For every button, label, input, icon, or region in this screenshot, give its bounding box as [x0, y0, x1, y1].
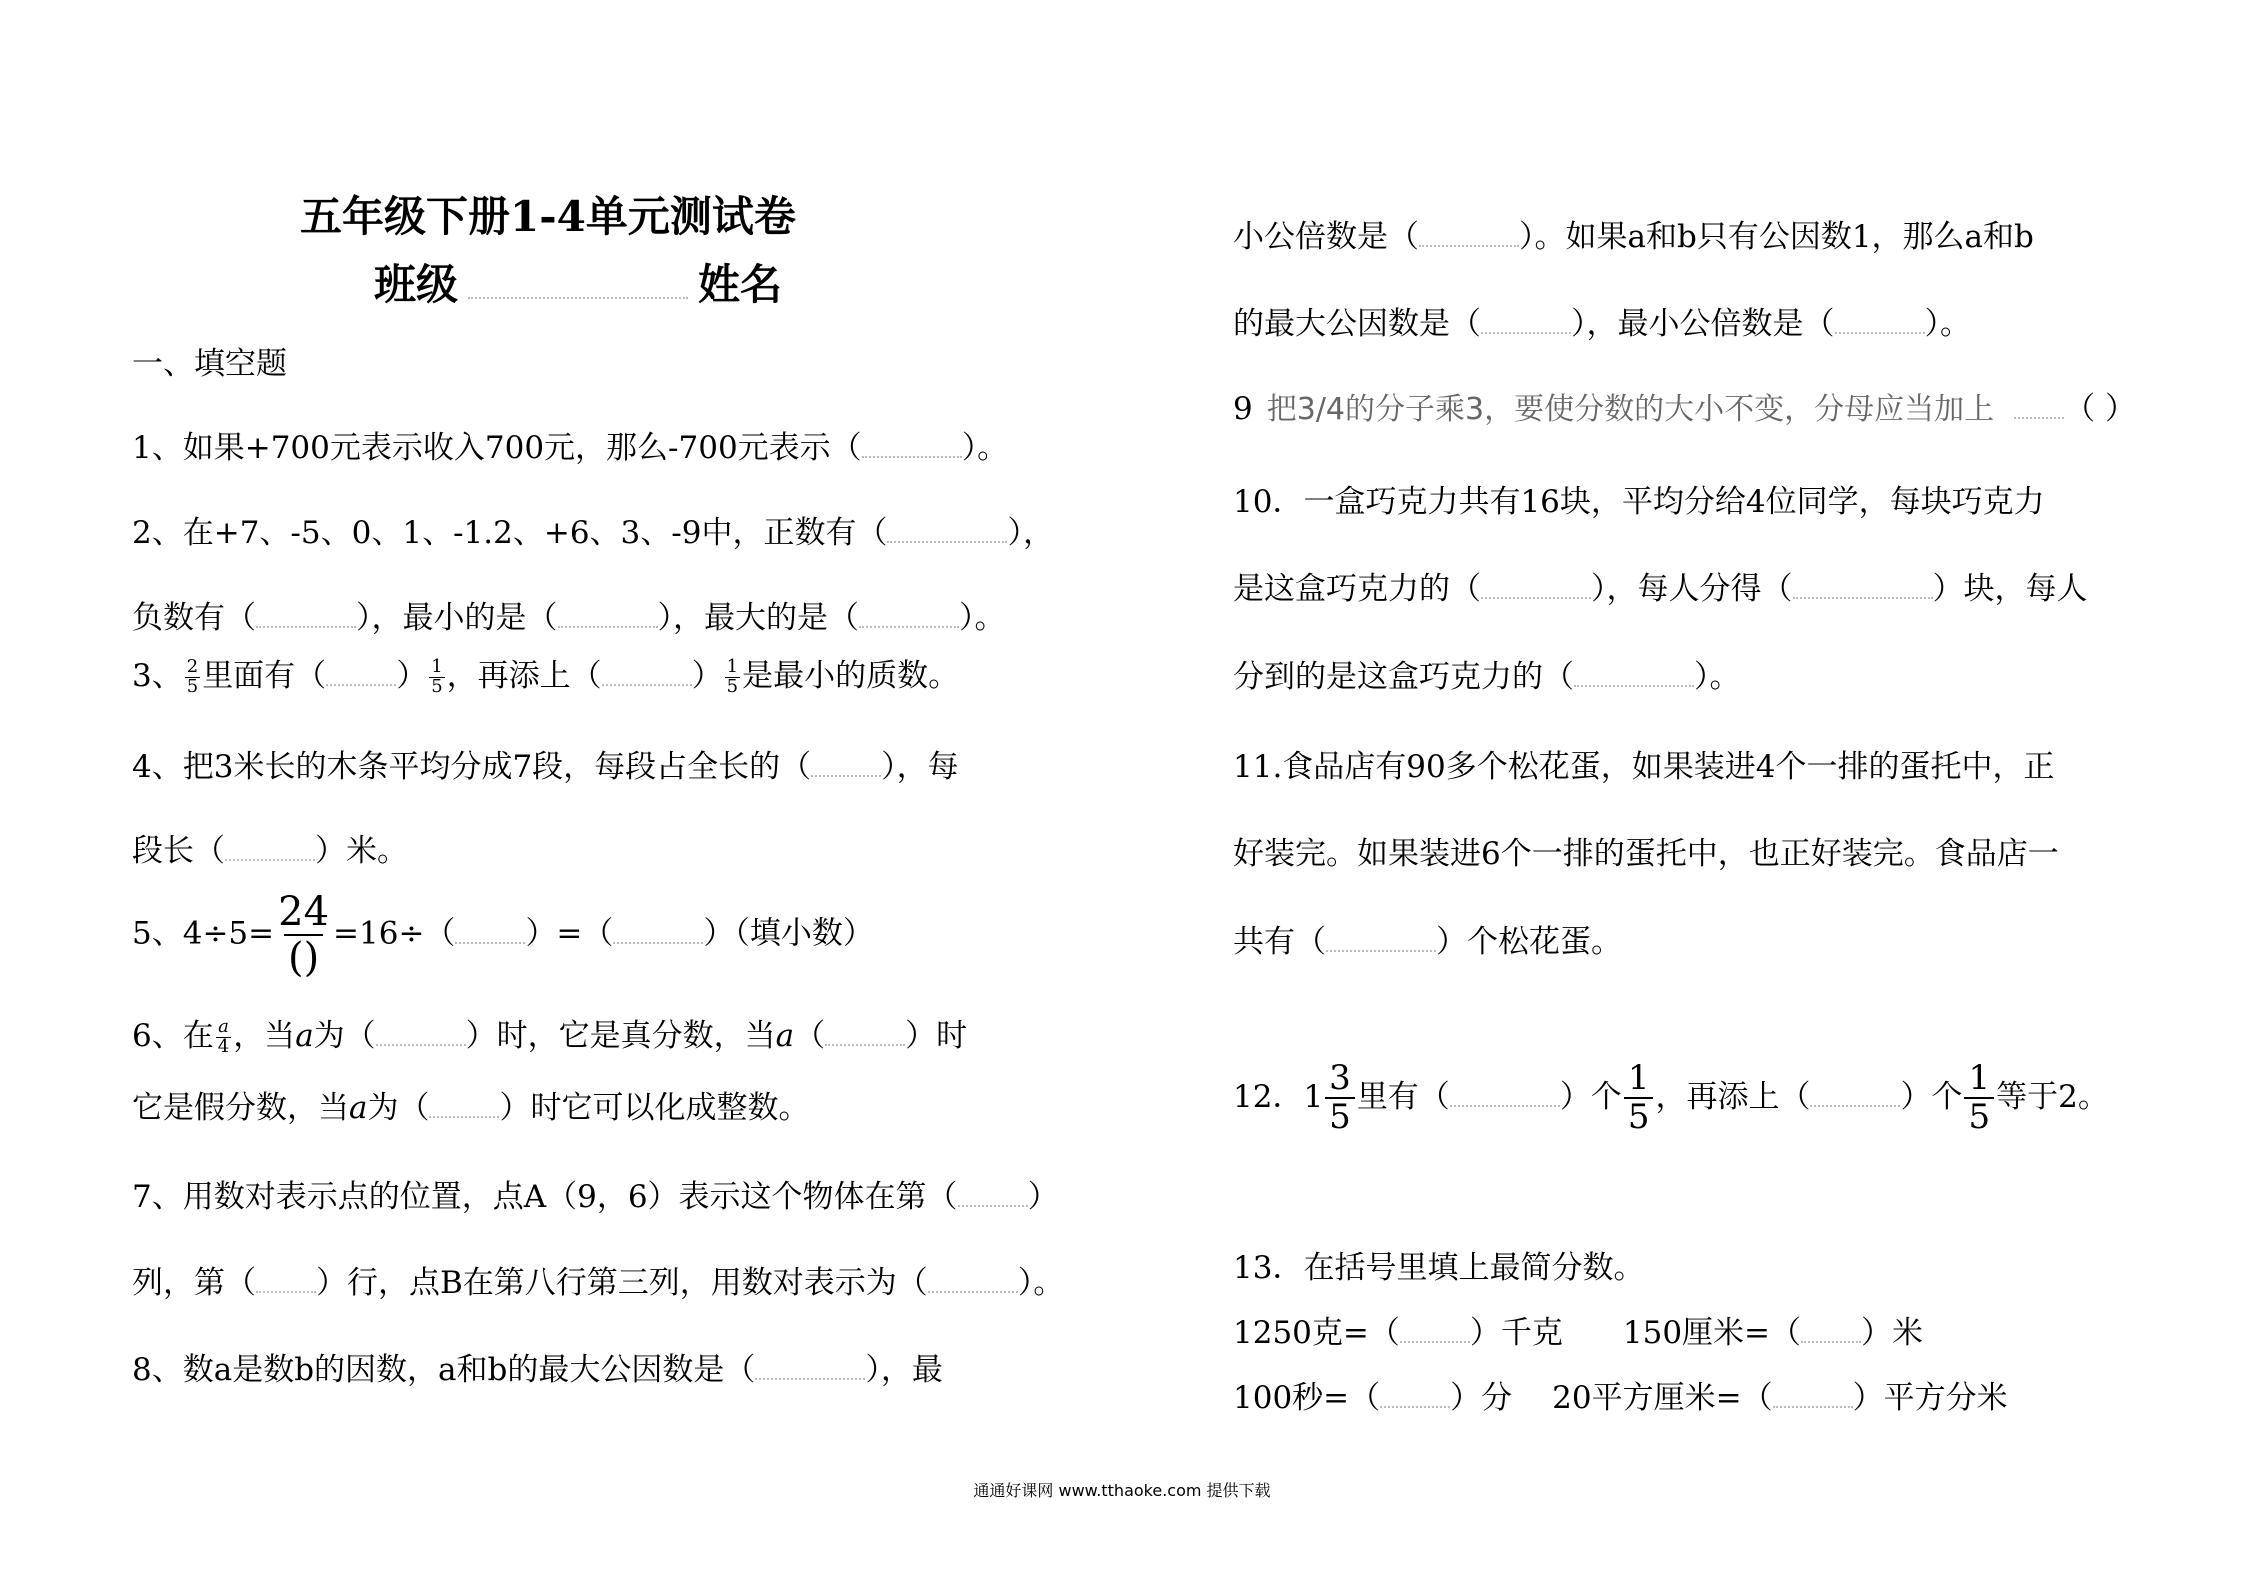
answer-blank[interactable] [1773, 1404, 1853, 1408]
question-10-line-1: 10．一盒巧克力共有16块，平均分给4位同学，每块巧克力 [1233, 484, 2045, 520]
answer-blank[interactable] [958, 1203, 1028, 1207]
section-fill-in: 一、填空题 [132, 346, 287, 382]
question-13-row-1: 1250克=（ ）千克 150厘米=（ ）米 [1233, 1315, 1924, 1351]
answer-blank[interactable] [2014, 415, 2064, 419]
question-4-line-2: 段长（ ）米。 [132, 833, 408, 869]
answer-blank[interactable] [376, 1042, 466, 1046]
question-13-title: 13．在括号里填上最简分数。 [1233, 1250, 1645, 1286]
answer-blank[interactable] [825, 1042, 905, 1046]
question-9: 9 把3/4的分子乘3，要使分数的大小不变，分母应当加上 （ ） [1233, 391, 2136, 427]
question-11-line-2: 好装完。如果装进6个一排的蛋托中，也正好装完。食品店一 [1233, 836, 2059, 872]
question-6-line-2: 它是假分数，当a为（ ）时它可以化成整数。 [132, 1090, 810, 1126]
answer-blank[interactable] [1481, 595, 1591, 599]
question-6-line-1: 6、在 $\frac{a}{4}$ ，当a为（ ）时，它是真分数，当a（ ）时 [132, 1016, 968, 1057]
class-label: 班级 [374, 260, 459, 309]
fraction: $\frac{1}{5}$ [431, 656, 443, 697]
answer-blank[interactable] [1793, 595, 1933, 599]
name-label: 姓名 [698, 260, 783, 309]
fraction: $\frac{a}{4}$ [217, 1016, 230, 1057]
question-3: 3、 $\frac{2}{5}$ 里面有（ ） $\frac{1}{5}$ ，再添上（ ） $\frac{1}{5}$ 是最小的质数。 [132, 656, 960, 697]
question-11-line-3: 共有（ ）个松花蛋。 [1233, 924, 1622, 960]
question-11-line-1: 11.食品店有90多个松花蛋，如果装进4个一排的蛋托中，正 [1233, 749, 2055, 785]
footer-credit: 通通好课网 www.tthaoke.com 提供下载 [973, 1481, 1271, 1500]
answer-blank[interactable] [326, 682, 396, 686]
class-field[interactable] [468, 289, 688, 299]
answer-blank[interactable] [1419, 243, 1519, 247]
answer-blank[interactable] [1810, 1103, 1900, 1107]
fraction: $\frac{24}{()}$ [278, 889, 330, 981]
answer-blank[interactable] [1450, 1103, 1560, 1107]
answer-blank[interactable] [558, 624, 658, 628]
answer-blank[interactable] [862, 454, 962, 458]
answer-blank[interactable] [1574, 683, 1694, 687]
question-2-line-2: 负数有（ ），最小的是（ ），最大的是（ ）。 [132, 600, 1006, 636]
page-title: 五年级下册1-4单元测试卷 [300, 192, 796, 241]
answer-blank[interactable] [887, 539, 1007, 543]
answer-blank[interactable] [256, 1289, 316, 1293]
question-8-line-2: 小公倍数是（ ）。如果a和b只有公因数1，那么a和b [1233, 219, 2034, 255]
answer-blank[interactable] [755, 1376, 865, 1380]
answer-blank[interactable] [602, 682, 692, 686]
answer-blank[interactable] [811, 773, 881, 777]
question-7-line-2: 列，第（ ）行，点B在第八行第三列，用数对表示为（ ）。 [132, 1265, 1065, 1301]
question-13-row-2: 100秒=（ ）分 20平方厘米=（ ）平方分米 [1233, 1380, 2008, 1416]
answer-blank[interactable] [429, 1114, 499, 1118]
question-12: 12．1 $\frac{3}{5}$ 里有（ ）个 $\frac{1}{5}$ ，再添上（ ）个 $\frac{1}{5}$ 等于2。 [1233, 1058, 2109, 1138]
question-7-line-1: 7、用数对表示点的位置，点A（9，6）表示这个物体在第（ ） [132, 1179, 1059, 1215]
question-10-line-2: 是这盒巧克力的（ ），每人分得（ ）块，每人 [1233, 571, 2088, 607]
class-name-line [374, 252, 934, 312]
answer-blank[interactable] [859, 624, 959, 628]
fraction: $\frac{2}{5}$ [186, 656, 199, 697]
answer-blank[interactable] [928, 1289, 1018, 1293]
fraction: $\frac{1}{5}$ [1964, 1060, 1994, 1137]
answer-blank[interactable] [1835, 330, 1925, 334]
answer-blank[interactable] [1326, 948, 1436, 952]
question-4-line-1: 4、把3米长的木条平均分成7段，每段占全长的（ ），每 [132, 749, 959, 785]
question-8-line-3: 的最大公因数是（ ），最小公倍数是（ ）。 [1233, 306, 1971, 342]
answer-blank[interactable] [613, 940, 703, 944]
question-2-line-1: 2、在+7、-5、0、1、-1.2、+6、3、-9中，正数有（ ）， [132, 515, 1054, 551]
answer-blank[interactable] [1400, 1339, 1470, 1343]
answer-blank[interactable] [225, 857, 315, 861]
fraction: $\frac{1}{5}$ [726, 656, 739, 697]
answer-blank[interactable] [1380, 1404, 1450, 1408]
question-10-line-3: 分到的是这盒巧克力的（ ）。 [1233, 659, 1741, 695]
fraction: $\frac{3}{5}$ [1325, 1060, 1355, 1137]
answer-blank[interactable] [1801, 1339, 1861, 1343]
answer-blank[interactable] [1481, 330, 1571, 334]
answer-blank[interactable] [455, 940, 525, 944]
question-5: 5、4÷5= $\frac{24}{()}$ =16÷（ ）=（ ）（填小数） [132, 889, 874, 981]
fraction: $\frac{1}{5}$ [1624, 1060, 1654, 1137]
question-1: 1、如果+700元表示收入700元，那么-700元表示（ ）。 [132, 430, 1009, 466]
question-8-line-1: 8、数a是数b的因数，a和b的最大公因数是（ ），最 [132, 1352, 943, 1388]
answer-blank[interactable] [256, 624, 356, 628]
